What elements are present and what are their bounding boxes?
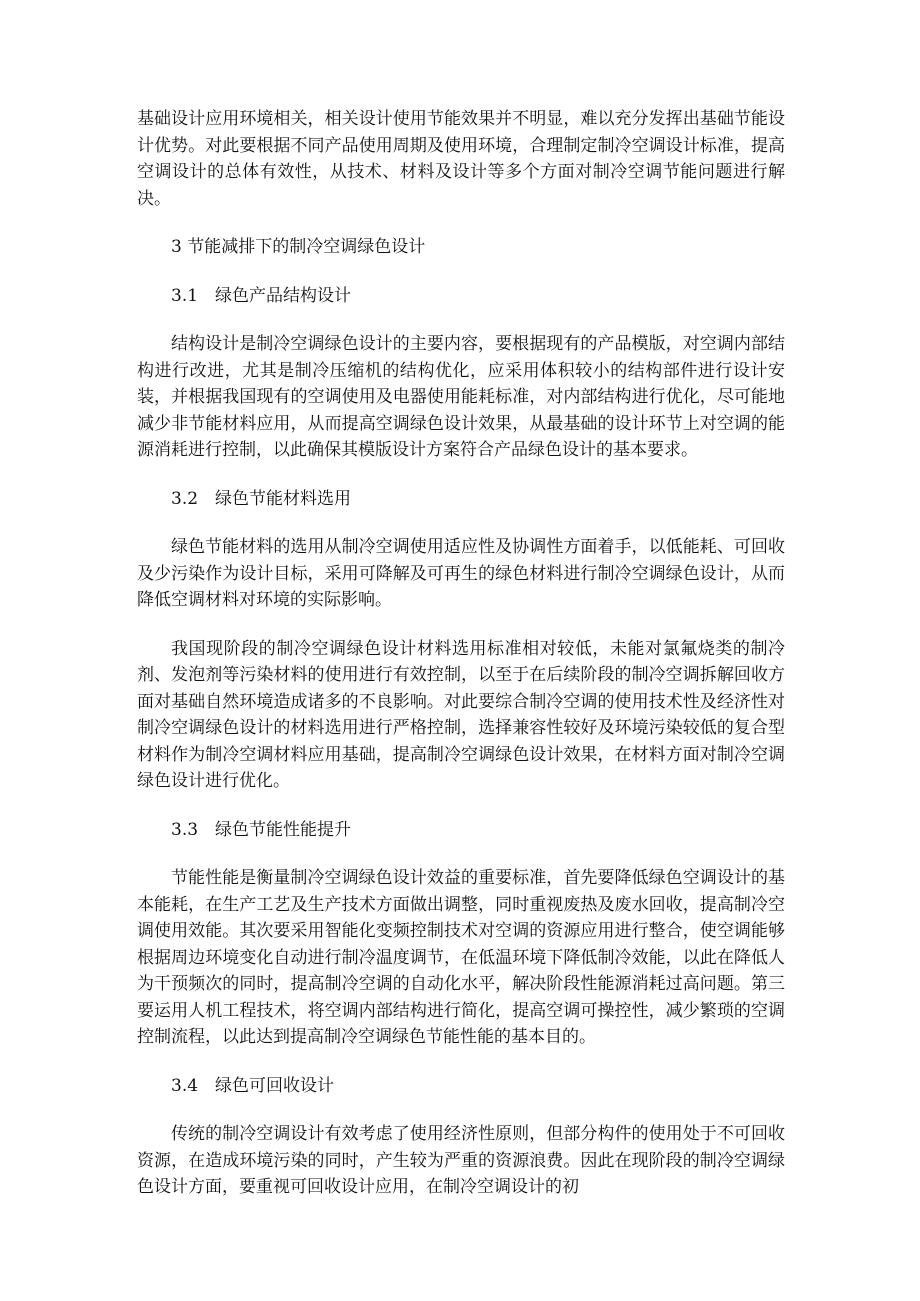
subsection-number: 3.1 — [171, 285, 199, 306]
subsection-title: 绿色可回收设计 — [215, 1075, 334, 1096]
subsection-heading-3-1 — [137, 283, 785, 310]
subsection-title: 绿色节能性能提升 — [215, 819, 351, 840]
subsection-title: 绿色节能材料选用 — [215, 488, 351, 509]
paragraph: 传统的制冷空调设计有效考虑了使用经济性原则，但部分构件的使用处于不可回收资源，在造成环境污染的同时，产生较为严重的资源浪费。因此在现阶段的制冷空调绿色设计方面，要重视可回收设计应用，在制冷空调设计的初 — [137, 1124, 785, 1197]
paragraph: 节能性能是衡量制冷空调绿色设计效益的重要标准，首先要降低绿色空调设计的基本能耗，在生产工艺及生产技术方面做出调整，同时重视废热及废水回收，提高制冷空调使用效能。其次要采用智能化变频控制技术对空调的资源应用进行整合，使空调能够根据周边环境变化自动进行制冷温度调节，在低温环境下降低制冷效能，以此在降低人为干预频次的同时，提高制冷空调的自动化水平，解决阶段性能源消耗过高问题。第三要运用人机工程技术，将空调内部结构进行简化，提高空调可操控性，减少繁琐的空调控制流程，以此达到提高制冷空调绿色节能性能的基本目的。 — [137, 868, 785, 1047]
paragraph: 绿色节能材料的选用从制冷空调使用适应性及协调性方面着手，以低能耗、可回收及少污染作为设计目标，采用可降解及可再生的绿色材料进行制冷空调绿色设计，从而降低空调材料对环境的实际影响。 — [137, 537, 785, 610]
subsection-heading-3-2 — [137, 486, 785, 513]
document-page — [137, 106, 785, 1223]
subsection-number: 3.3 — [171, 819, 199, 840]
subsection-heading-3-3 — [137, 817, 785, 844]
subsection-heading-3-4 — [137, 1073, 785, 1100]
paragraph: 我国现阶段的制冷空调绿色设计材料选用标准相对较低，未能对氯氟烧类的制冷剂、发泡剂等污染材料的使用进行有效控制，以至于在后续阶段的制冷空调拆解回收方面对基础自然环境造成诸多的不良影响。对此要综合制冷空调的使用技术性及经济性对制冷空调绿色设计的材料选用进行严格控制，选择兼容性较好及环境污染较低的复合型材料作为制冷空调材料应用基础，提高制冷空调绿色设计效果，在材料方面对制冷空调绿色设计进行优化。 — [137, 638, 785, 791]
paragraph-continued: 基础设计应用环境相关，相关设计使用节能效果并不明显，难以充分发挥出基础节能设计优势。对此要根据不同产品使用周期及使用环境，合理制定制冷空调设计标准，提高空调设计的总体有效性，从技术、材料及设计等多个方面对制冷空调节能问题进行解决。 — [137, 109, 785, 209]
paragraph: 结构设计是制冷空调绿色设计的主要内容，要根据现有的产品模版，对空调内部结构进行改进，尤其是制冷压缩机的结构优化，应采用体积较小的结构部件进行设计安装，并根据我国现有的空调使用及电器使用能耗标准，对内部结构进行优化，尽可能地减少非节能材料应用，从而提高空调绿色设计效果，从最基础的设计环节上对空调的能源消耗进行控制，以此确保其模版设计方案符合产品绿色设计的基本要求。 — [137, 334, 785, 460]
subsection-title: 绿色产品结构设计 — [215, 285, 351, 306]
subsection-number: 3.4 — [171, 1075, 199, 1096]
subsection-number: 3.2 — [171, 488, 199, 509]
section-heading-3: 3 节能减排下的制冷空调绿色设计 — [171, 237, 426, 257]
